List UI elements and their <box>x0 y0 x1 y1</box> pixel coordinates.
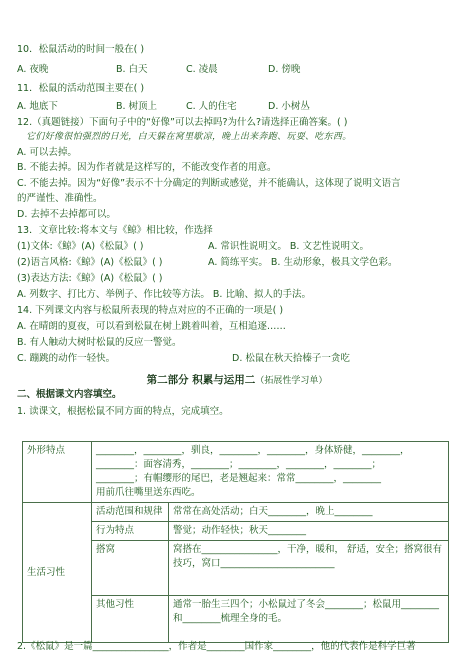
section2-instruction: 1. 读课文，根据松鼠不同方面的特点，完成填空。 <box>17 406 229 417</box>
q13-line-2-left: (2)语言风格:《鲸》(A)《松鼠》( ) <box>17 257 163 268</box>
part2-subtitle: （拓展性学习单） <box>255 376 328 386</box>
q13-line-2-right: A. 简练平实。 B. 生动形象，极具文学色彩。 <box>208 257 398 268</box>
q14-stem: 14. 下列课文内容与松鼠所表现的特点对应的不正确的一项是( ) <box>17 305 284 316</box>
q11-stem: 11．松鼠的活动范围主要在( ) <box>17 83 145 94</box>
q10-option-a[interactable]: A. 夜晚 <box>17 64 49 75</box>
appearance-line-2[interactable]: ________：面容清秀，________；________，________，________； <box>96 459 382 470</box>
q11-option-a[interactable]: A. 地底下 <box>17 101 58 112</box>
appearance-cell <box>92 442 449 503</box>
q11-option-c[interactable]: C. 人的住宅 <box>186 101 237 112</box>
appearance-line-1[interactable]: ________，________，驯良，________，________，身体矫健，________， <box>96 445 410 456</box>
appearance-line-3[interactable]: ________；有帽缨形的尾巴，老是翘起来：常常________，________ <box>96 473 382 484</box>
q14-option-d[interactable]: D. 松鼠在秋天拾榛子一贪吃 <box>232 353 350 364</box>
table-row-appearance <box>23 442 449 503</box>
appearance-label: 外形特点 <box>23 442 92 503</box>
q12-option-d[interactable]: D. 去掉不去掉都可以。 <box>17 209 116 220</box>
table-row-range <box>23 503 449 522</box>
q2-text[interactable]: 2.《松鼠》是一篇________________，作者是________国作家________，他的代表作是科学巨著 <box>17 641 416 652</box>
q10-option-d[interactable]: D. 傍晚 <box>268 64 301 75</box>
part2-title <box>0 372 474 387</box>
q12-option-c-cont: 的严谨性、准确性。 <box>17 193 103 204</box>
part2-title-text: 第二部分 积累与运用二 <box>146 374 256 386</box>
q14-option-c[interactable]: C. 蹦跳的动作一轻快。 <box>17 353 116 364</box>
q12-stem: 12.（真题链接）下面句子中的“好像”可以去掉吗?为什么?请选择正确答案。( ) <box>17 117 348 128</box>
q12-option-b[interactable]: B. 不能去掉。因为作者就是这样写的，不能改变作者的用意。 <box>17 162 277 173</box>
q14-option-a[interactable]: A. 在晴朗的夏夜，可以看到松鼠在树上跳着叫着，互相追逐…… <box>17 321 286 332</box>
habits-sub-nest: 搭窝 <box>92 541 169 596</box>
habits-sub-range: 活动范围和规律 <box>92 503 169 522</box>
q13-line-3-left: (3)表达方法:《鲸》(A)《松鼠》( ) <box>17 273 163 284</box>
q12-option-a[interactable]: A. 可以去掉。 <box>17 147 77 158</box>
q13-line-1-right: A. 常识性说明文。 B. 文艺性说明文。 <box>208 241 369 252</box>
habits-other-text[interactable]: 通常一胎生三四个；小松鼠过了冬会________；松鼠用________和________梳理全身的毛。 <box>169 596 449 643</box>
q10-stem: 10．松鼠活动的时间一般在( ) <box>17 44 145 55</box>
q13-line-1-left: (1)文体:《鲸》(A)《松鼠》( ) <box>17 241 144 252</box>
q13-line-4: A. 列数字、打比方、举例子、作比较等方法。 B. 比喻、拟人的手法。 <box>17 289 311 300</box>
habits-sub-other: 其他习性 <box>92 596 169 643</box>
habits-behavior-text[interactable]: 警觉；动作轻快；秋天________ <box>169 522 449 541</box>
habits-range-text[interactable]: 常常在高处活动；白天________，晚上________ <box>169 503 449 522</box>
appearance-line-4: 用前爪往嘴里送东西吃。 <box>96 487 201 498</box>
q12-option-c[interactable]: C. 不能去掉。因为“好像”表示不十分确定的判断或感觉，并不能确认，这体现了说明文语言 <box>17 178 401 189</box>
traits-table <box>22 441 449 643</box>
habits-nest-text[interactable]: 窝搭在________________，干净，暖和， 舒适，安全；搭窝很有技巧，窝口________________________ <box>169 541 449 596</box>
q13-stem: 13．文章比较:将本文与《鲸》相比较，作选择 <box>17 225 213 236</box>
habits-sub-behavior: 行为特点 <box>92 522 169 541</box>
q12-quote: 它们好像很怕强烈的日光，白天躲在窝里歇凉，晚上出来奔跑、玩耍、吃东西。 <box>26 132 352 142</box>
q10-option-b[interactable]: B. 白天 <box>116 64 148 75</box>
habits-label: 生活习性 <box>23 503 92 643</box>
q11-option-b[interactable]: B. 树顶上 <box>116 101 158 112</box>
q14-option-b[interactable]: B. 有人触动大树时松鼠的反应一警觉。 <box>17 337 182 348</box>
q10-option-c[interactable]: C. 凌晨 <box>186 64 218 75</box>
q11-option-d[interactable]: D. 小树丛 <box>268 101 310 112</box>
section2-heading: 二、根据课文内容填空。 <box>17 389 122 400</box>
